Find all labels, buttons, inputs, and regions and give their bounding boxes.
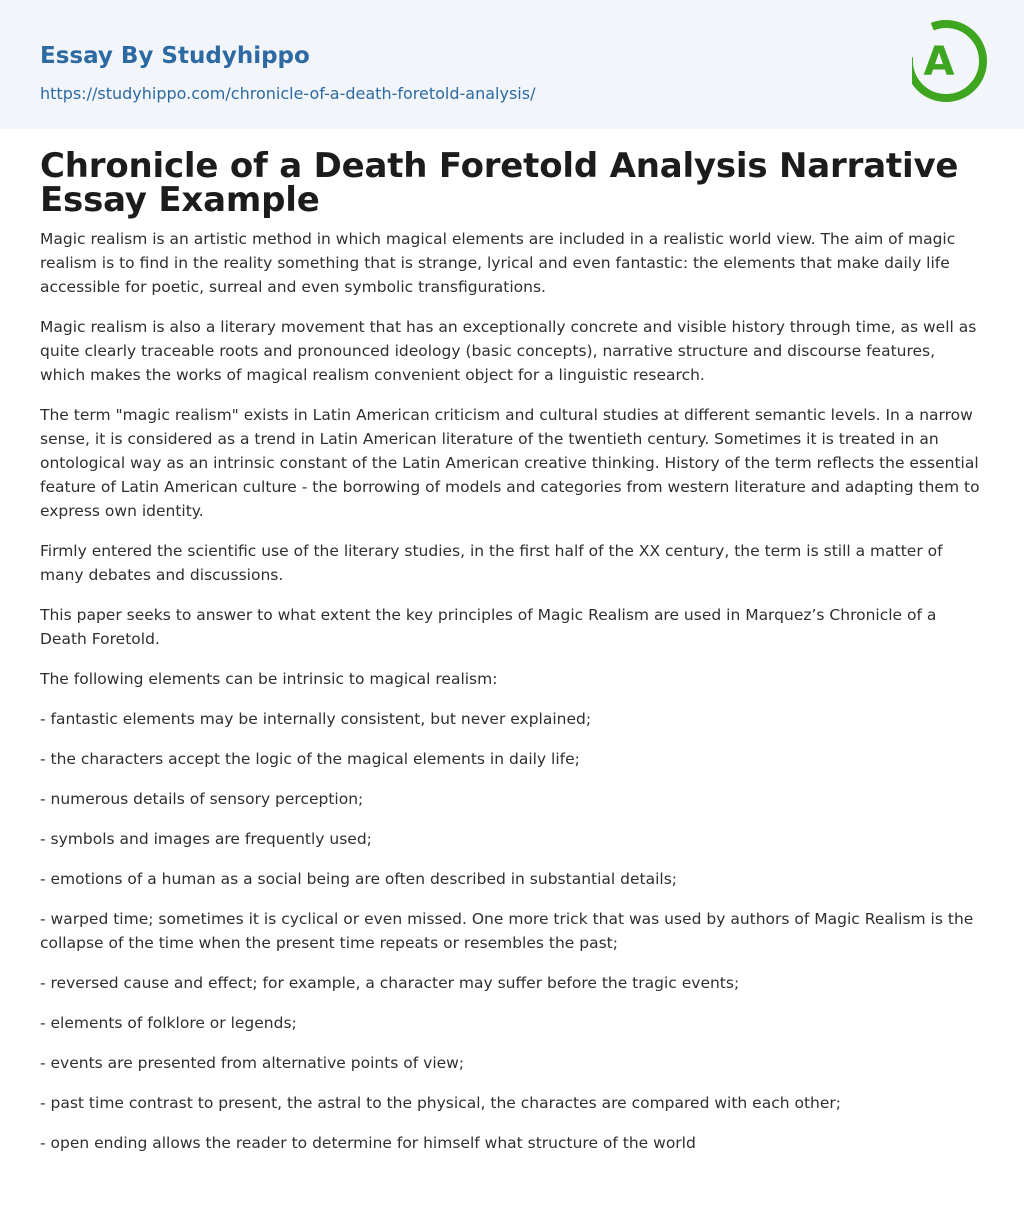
source-url-link[interactable]: https://studyhippo.com/chronicle-of-a-death-foretold-analysis/ [40,84,536,103]
paragraph: Firmly entered the scientific use of the literary studies, in the first half of the XX century, the term is still a matter of many debates and discussions. [40,542,943,584]
paragraph: The following elements can be intrinsic to magical realism: [40,670,498,688]
paragraph: Magic realism is an artistic method in which magical elements are included in a realistic world view. The aim of magic realism is to find in the reality something that is strange, lyrical and even fantastic: the elements that make daily life accessible for poetic, surreal and even symbolic transfigurations. [40,230,956,296]
article [0,129,1024,1155]
list-item: - past time contrast to present, the astral to the physical, the charactes are compared with each other; [40,1094,841,1112]
list-item: - reversed cause and effect; for example, a character may suffer before the tragic events; [40,974,740,992]
list-item: - emotions of a human as a social being are often described in substantial details; [40,870,677,888]
list-item: - events are presented from alternative points of view; [40,1054,465,1072]
list-item: - fantastic elements may be internally consistent, but never explained; [40,710,592,728]
paragraph: This paper seeks to answer to what extent the key principles of Magic Realism are used in Marquez’s Chronicle of a Death Foretold. [40,606,937,648]
paragraph: Magic realism is also a literary movement that has an exceptionally concrete and visible history through time, as well as quite clearly traceable roots and pronounced ideology (basic concepts), narrative structure and discourse features, which makes the works of magical realism convenient object for a linguistic research. [40,318,977,384]
list-item: - the characters accept the logic of the magical elements in daily life; [40,750,580,768]
list-item: - elements of folklore or legends; [40,1014,297,1032]
paragraph: The term "magic realism" exists in Latin American criticism and cultural studies at different semantic levels. In a narrow sense, it is considered as a trend in Latin American literature of the twentieth century. Sometimes it is treated in an ontological way as an intrinsic constant of the Latin American creative thinking. History of the term reflects the essential feature of Latin American culture - the borrowing of models and categories from western literature and adapting them to express own identity. [40,406,980,520]
list-item: - numerous details of sensory perception; [40,790,364,808]
site-header [0,0,1024,129]
article-body [40,227,984,1155]
list-item: - warped time; sometimes it is cyclical or even missed. One more trick that was used by authors of Magic Realism is the collapse of the time when the present time repeats or resembles the past; [40,910,974,952]
logo-letter: A [923,39,955,85]
site-brand[interactable]: Essay By Studyhippo [40,43,310,69]
list-item: - open ending allows the reader to determine for himself what structure of the world [40,1134,696,1152]
page-title: Chronicle of a Death Foretold Analysis Narrative Essay Example [40,146,959,220]
list-item: - symbols and images are frequently used; [40,830,372,848]
studyhippo-logo-icon[interactable] [912,18,988,106]
